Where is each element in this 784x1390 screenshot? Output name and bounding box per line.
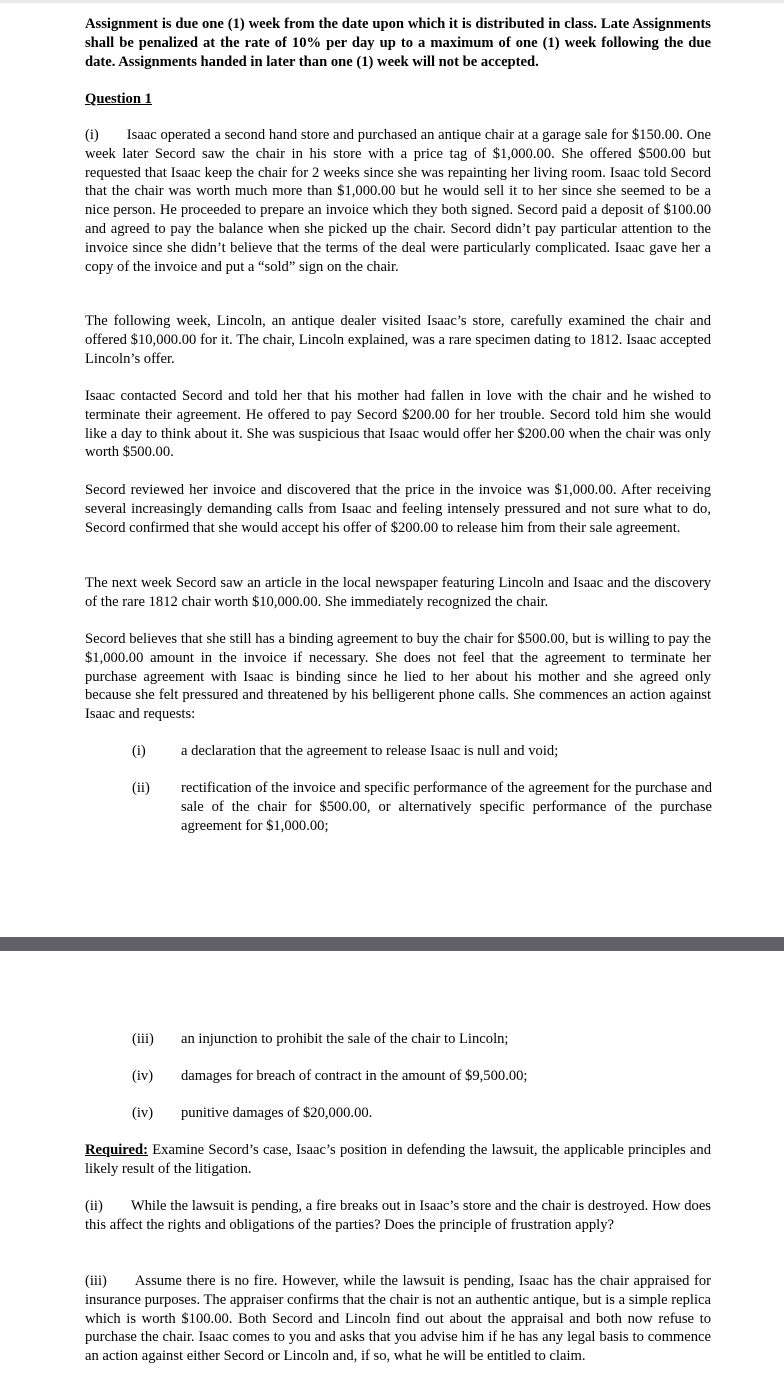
part-iii-paragraph bbox=[85, 1272, 711, 1366]
part-iii-text: Assume there is no fire. However, while the lawsuit is pending, Isaac has the chair appraised for insurance purposes. The appraiser confirms that the chair is not an authentic antique, but is a simple replica which is worth $100.00. Both Secord and Lincoln find out about the appraisal and both now refuse to purchase the chair. Isaac comes to you and asks that you advise him if he has any legal basis to commence an action against either Secord or Lincoln and, if so, what he will be entitled to claim. bbox=[85, 1273, 711, 1365]
request-item bbox=[132, 742, 712, 761]
part-ii-label: (ii) bbox=[85, 1198, 103, 1214]
page-separator bbox=[0, 937, 784, 951]
part-i-label: (i) bbox=[85, 127, 99, 143]
request-text: rectification of the invoice and specific performance of the agreement for the purchase and sale of the chair for $500.00, or alternatively specific performance of the purchase agreement for $1,000.00; bbox=[181, 780, 712, 834]
part-ii-text: While the lawsuit is pending, a fire breaks out in Isaac’s store and the chair is destroyed. How does this affect the rights and obligations of the parties? Does the principle of frustration apply? bbox=[85, 1198, 711, 1233]
paragraph-newspaper: The next week Secord saw an article in the local newspaper featuring Lincoln and Isaac and the discovery of the rare 1812 chair worth $10,000.00. She immediately recognized the chair. bbox=[85, 575, 711, 610]
assignment-instructions: Assignment is due one (1) week from the date upon which it is distributed in class. Late Assignments shall be penalized at the rate of 10% per day up to a maximum of one (1) week following the due date. Assignments handed in later than one (1) week will not be accepted. bbox=[85, 16, 711, 70]
request-text: an injunction to prohibit the sale of the chair to Lincoln; bbox=[181, 1031, 509, 1047]
required-text: Examine Secord’s case, Isaac’s position in defending the lawsuit, the applicable principles and likely result of the litigation. bbox=[85, 1142, 711, 1177]
part-iii-label: (iii) bbox=[85, 1273, 107, 1289]
request-text: damages for breach of contract in the amount of $9,500.00; bbox=[181, 1068, 528, 1084]
request-number: (iv) bbox=[132, 1068, 154, 1084]
request-item bbox=[132, 1067, 712, 1086]
request-number: (iv) bbox=[132, 1105, 154, 1121]
request-text: punitive damages of $20,000.00. bbox=[181, 1105, 373, 1121]
request-number: (iii) bbox=[132, 1031, 154, 1047]
paragraph-lincoln-offer: The following week, Lincoln, an antique dealer visited Isaac’s store, carefully examined the chair and offered $10,000.00 for it. The chair, Lincoln explained, was a rare specimen dating to 1812. Isaac accepted Lincoln’s offer. bbox=[85, 313, 711, 367]
paragraph-terminate: Isaac contacted Secord and told her that his mother had fallen in love with the chair and he wished to terminate their agreement. He offered to pay Secord $200.00 for her trouble. Secord told him she would like a day to think about it. She was suspicious that Isaac would offer her $200.00 when the chair was only worth $500.00. bbox=[85, 388, 711, 461]
part-ii-paragraph bbox=[85, 1197, 711, 1235]
part-i-text: Isaac operated a second hand store and purchased an antique chair at a garage sale for $150.00. One week later Secord saw the chair in his store with a price tag of $1,000.00. She offered $500.00 but requested that Isaac keep the chair for 2 weeks since she was repainting her living room. Isaac told Secord that the chair was worth much more than $1,000.00 but he would sell it to her since she seemed to be a nice person. He proceeded to prepare an invoice which they both signed. Secord paid a deposit of $100.00 and agreed to pay the balance when she picked up the chair. Secord didn’t pay particular attention to the invoice since she didn’t believe that the terms of the deal were particularly complicated. Isaac gave her a copy of the invoice and put a “sold” sign on the chair. bbox=[85, 127, 711, 275]
document-page-2 bbox=[0, 951, 784, 1390]
request-number: (ii) bbox=[132, 780, 150, 796]
request-number: (i) bbox=[132, 743, 146, 759]
request-item bbox=[132, 779, 712, 835]
question-heading: Question 1 bbox=[85, 91, 152, 107]
required-paragraph bbox=[85, 1141, 711, 1179]
paragraph-secord-beliefs: Secord believes that she still has a binding agreement to buy the chair for $500.00, but is willing to pay the $1,000.00 amount in the invoice if necessary. She does not feel that the agreement to terminate her purchase agreement with Isaac is binding since he lied to her about his mother and she agreed only because she felt pressured and threatened by his belligerent phone calls. She commences an action against Isaac and requests: bbox=[85, 631, 711, 723]
request-item bbox=[132, 1030, 712, 1049]
part-i-paragraph bbox=[85, 126, 711, 276]
page-top-edge bbox=[0, 0, 784, 3]
required-label: Required: bbox=[85, 1142, 148, 1158]
request-text: a declaration that the agreement to release Isaac is null and void; bbox=[181, 743, 559, 759]
paragraph-invoice-review: Secord reviewed her invoice and discovered that the price in the invoice was $1,000.00. After receiving several increasingly demanding calls from Isaac and feeling intensely pressured and not sure what to do, Secord confirmed that she would accept his offer of $200.00 to release him from their sale agreement. bbox=[85, 482, 711, 536]
request-item bbox=[132, 1104, 712, 1123]
